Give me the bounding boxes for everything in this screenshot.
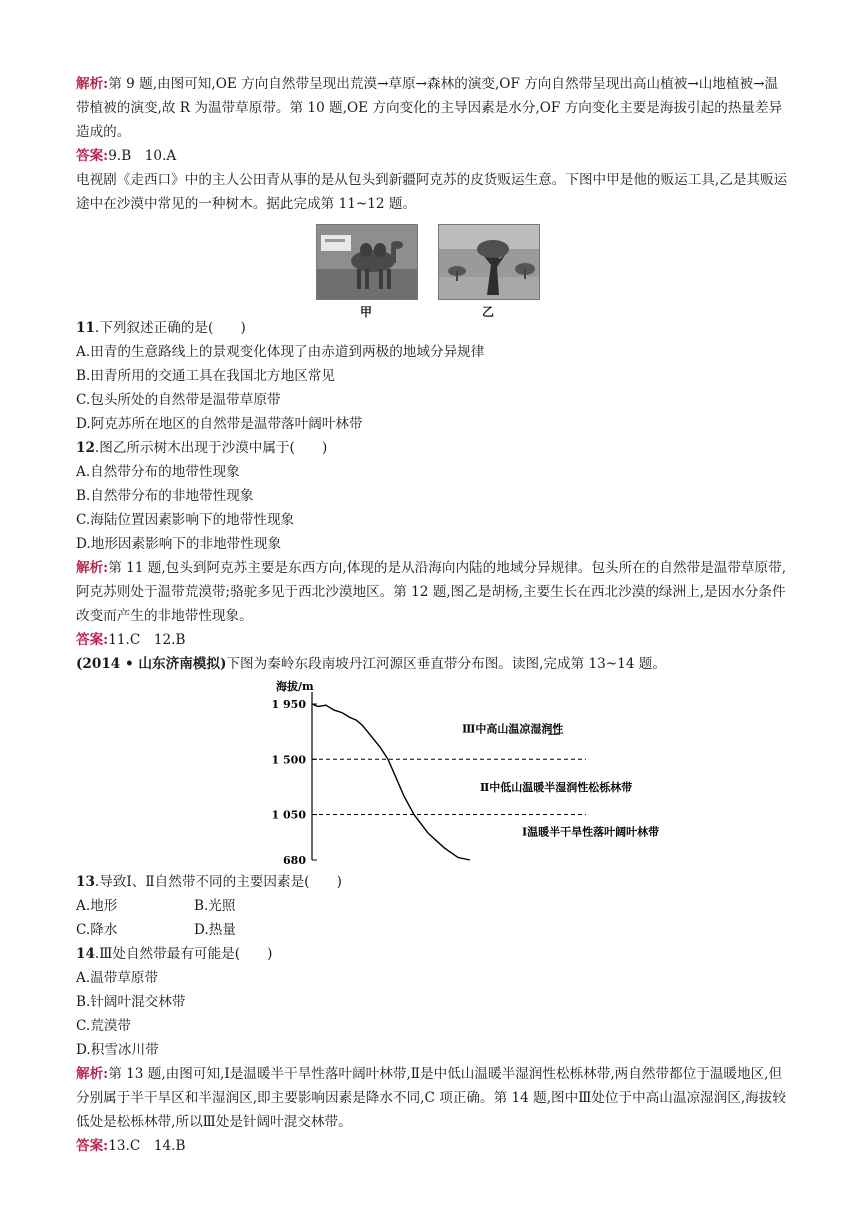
q13-option-a: A.地形	[76, 898, 118, 914]
source-label: (2014 • 山东济南模拟)	[76, 656, 227, 672]
q13-option-b: B.光照	[194, 898, 236, 914]
populus-tree-photo	[438, 224, 540, 300]
answer-line-9-10	[76, 144, 788, 168]
q11-option-d: D.阿克苏所在地区的自然带是温带落叶阔叶林带	[76, 416, 363, 432]
question-stem: .图乙所示树木出现于沙漠中属于( )	[94, 440, 328, 456]
analysis-text: 第 13 题,由图可知,Ⅰ是温暖半干旱性落叶阔叶林带,Ⅱ是中低山温暖半湿润性松栎林带,两自然带都位于温暖地区,但分别属于半干旱区和半湿润区,即主要影响因素是降水不同,C 项正确。第 14 题,图中Ⅲ处位于中高山温凉湿润区,海拔较低处是松栎林带,所以Ⅲ处是针阔叶混交林带。	[76, 1066, 786, 1130]
answer-text: 11.C 12.B	[108, 632, 186, 648]
analysis-block-11-12	[76, 556, 788, 628]
analysis-label: 解析:	[76, 560, 109, 576]
question-13-stem	[76, 870, 788, 894]
question-12-stem	[76, 436, 788, 460]
question-11-stem	[76, 316, 788, 340]
q13-option-d: D.热量	[194, 922, 236, 938]
question-number: 12	[76, 440, 95, 456]
answer-text: 9.B 10.A	[108, 148, 177, 164]
q14-option-d: D.积雪冰川带	[76, 1042, 159, 1058]
q14-option-a: A.温带草原带	[76, 970, 159, 986]
q12-option-b: B.自然带分布的非地带性现象	[76, 488, 254, 504]
question-number: 14	[76, 946, 95, 962]
q11-option-a: A.田青的生意路线上的景观变化体现了由赤道到两极的地域分异规律	[76, 344, 485, 360]
answer-label: 答案:	[76, 632, 109, 648]
zone-label: Ⅲ中高山温凉湿润性	[462, 722, 564, 736]
photo-caption-yi: 乙	[481, 305, 494, 319]
y-tick-label: 1 950	[271, 698, 306, 711]
analysis-text: 第 11 题,包头到阿克苏主要是东西方向,体现的是从沿海向内陆的地域分异规律。包头所在的自然带是温带草原带,阿克苏则处于温带荒漠带;骆驼多见于西北沙漠地区。第 12 题,图乙是胡杨,主要生长在西北沙漠的绿洲上,是因水分条件改变而产生的非地带性现象。	[76, 560, 787, 624]
analysis-block-13-14	[76, 1062, 788, 1134]
analysis-text: 第 9 题,由图可知,OE 方向自然带呈现出荒漠→草原→森林的演变,OF 方向自然带呈现出高山植被→山地植被→温带植被的演变,故 R 为温带草原带。第 10 题,OE 方向变化的主导因素是水分,OF 方向变化主要是海拔引起的热量差异造成的。	[76, 76, 783, 140]
zone-label: Ⅰ温暖半干旱性落叶阔叶林带	[522, 825, 660, 839]
question-number: 13	[76, 874, 95, 890]
intro-11-12: 电视剧《走西口》中的主人公田青从事的是从包头到新疆阿克苏的皮货贩运生意。下图中甲是他的贩运工具,乙是其贩运途中在沙漠中常见的一种树木。据此完成第 11~12 题。	[76, 172, 788, 212]
photo-row	[76, 224, 788, 319]
vertical-zone-chart	[76, 680, 788, 866]
analysis-block-9-10	[76, 72, 788, 144]
question-number: 11	[76, 320, 95, 336]
q12-option-d: D.地形因素影响下的非地带性现象	[76, 536, 282, 552]
answer-label: 答案:	[76, 148, 109, 164]
q13-options-row-1	[76, 894, 788, 918]
question-14-stem	[76, 942, 788, 966]
intro-13-14	[76, 652, 788, 676]
q14-option-c: C.荒漠带	[76, 1018, 132, 1034]
y-tick-label: 1 050	[271, 808, 306, 822]
answer-text: 13.C 14.B	[108, 1138, 186, 1154]
vertical-zone-chart-svg	[76, 680, 788, 866]
photo-caption-jia: 甲	[359, 305, 372, 319]
question-stem: .Ⅲ处自然带最有可能是( )	[94, 946, 273, 962]
y-axis-label: 海拔/m	[276, 680, 314, 693]
camel-photo	[316, 224, 418, 300]
answer-label: 答案:	[76, 1138, 109, 1154]
q11-option-b: B.田青所用的交通工具在我国北方地区常见	[76, 368, 335, 384]
zone-label: Ⅱ中低山温暖半湿润性松栎林带	[480, 781, 633, 795]
answer-line-13-14	[76, 1134, 788, 1158]
y-tick-label: 680	[283, 854, 306, 866]
y-tick-label: 1 500	[271, 753, 306, 767]
q11-option-c: C.包头所处的自然带是温带草原带	[76, 392, 281, 408]
q12-option-a: A.自然带分布的地带性现象	[76, 464, 240, 480]
exam-page	[76, 72, 788, 1158]
question-stem: .下列叙述正确的是( )	[94, 320, 246, 336]
intro-text: 下图为秦岭东段南坡丹江河源区垂直带分布图。读图,完成第 13~14 题。	[226, 656, 666, 672]
analysis-label: 解析:	[76, 76, 109, 92]
q13-options-row-2	[76, 918, 788, 942]
q14-option-b: B.针阔叶混交林带	[76, 994, 186, 1010]
question-stem: .导致Ⅰ、Ⅱ自然带不同的主要因素是( )	[94, 874, 342, 890]
analysis-label: 解析:	[76, 1066, 109, 1082]
terrain-profile-line	[312, 704, 470, 860]
q13-option-c: C.降水	[76, 922, 118, 938]
q12-option-c: C.海陆位置因素影响下的地带性现象	[76, 512, 295, 528]
answer-line-11-12	[76, 628, 788, 652]
